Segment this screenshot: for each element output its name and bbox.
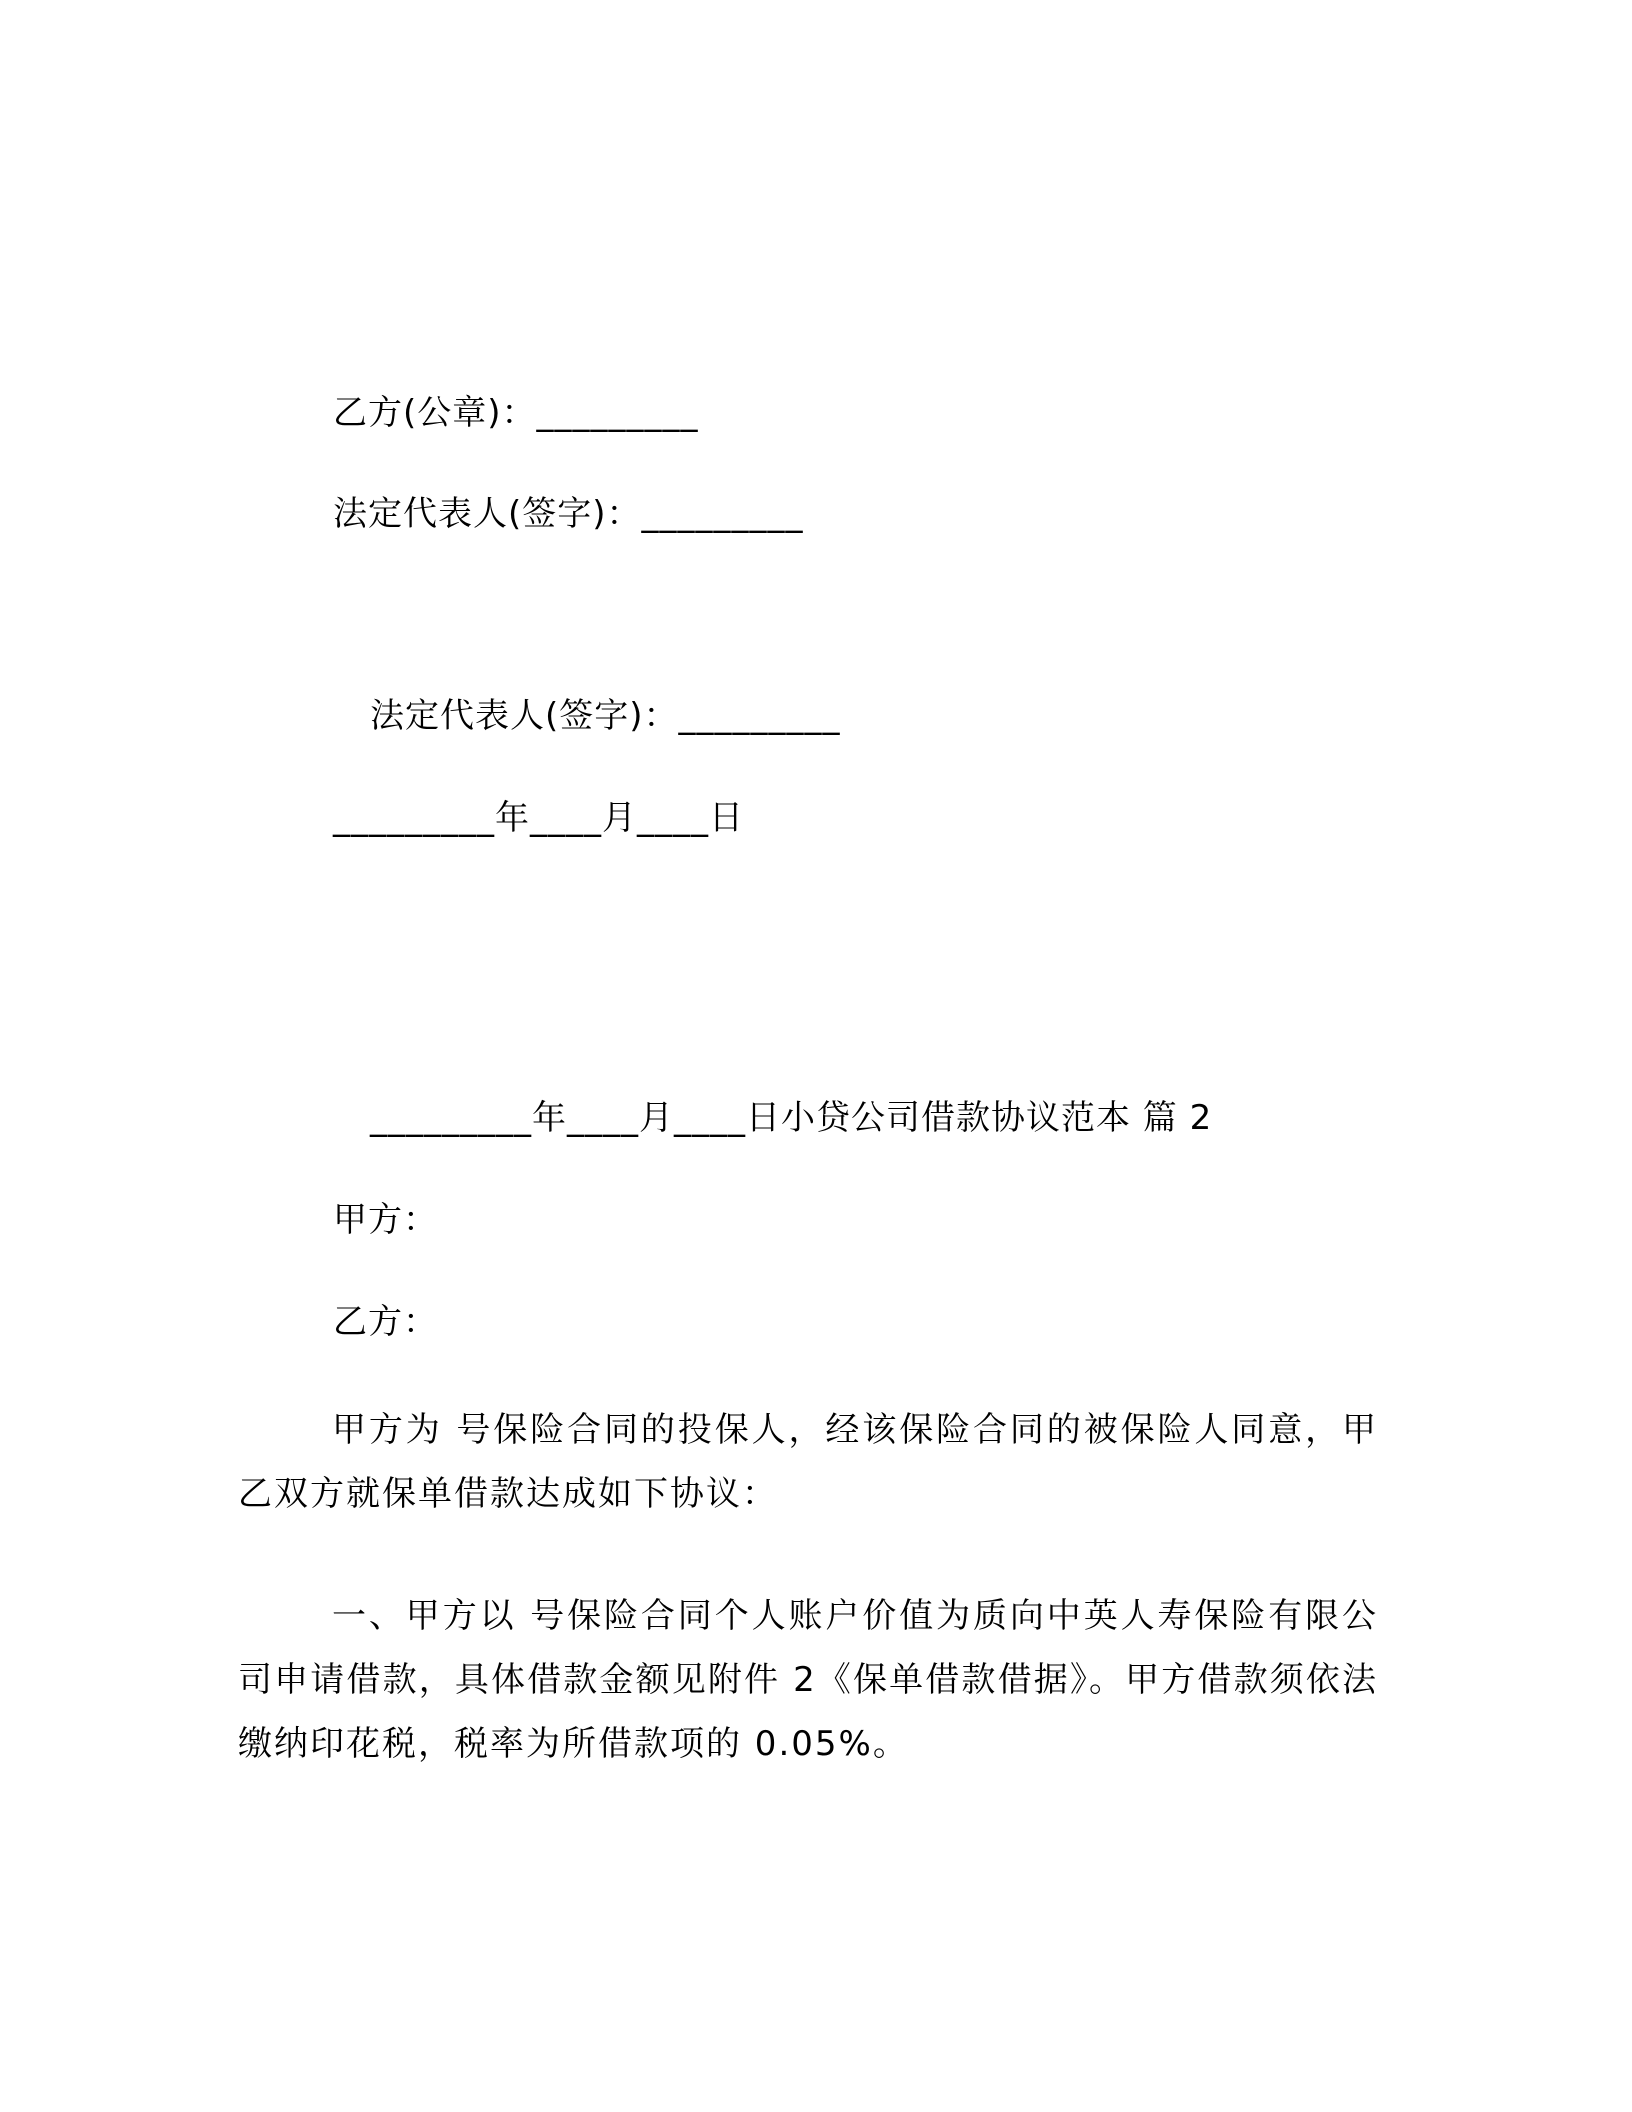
party-b-seal-line: 乙方(公章)：_________	[333, 393, 699, 433]
intro-paragraph: 甲方为 号保险合同的投保人，经该保险合同的被保险人同意，甲乙双方就保单借款达成如下协议：	[238, 1410, 1378, 1514]
clause-1-paragraph: 一、甲方以 号保险合同个人账户价值为质向中英人寿保险有限公司申请借款，具体借款金额见附件 2《保单借款借据》。甲方借款须依法缴纳印花税，税率为所借款项的 0.05%。	[238, 1596, 1378, 1764]
party-b-label: 乙方：	[333, 1302, 438, 1342]
legal-rep-signature-line-2: 法定代表人(签字)：_________	[370, 696, 841, 736]
legal-rep-signature-line: 法定代表人(签字)：_________	[333, 494, 804, 534]
signature-date-line: _________年____月____日	[333, 798, 744, 838]
party-a-label: 甲方：	[333, 1200, 438, 1240]
section-title: _________年____月____日小贷公司借款协议范本 篇 2	[370, 1098, 1213, 1138]
